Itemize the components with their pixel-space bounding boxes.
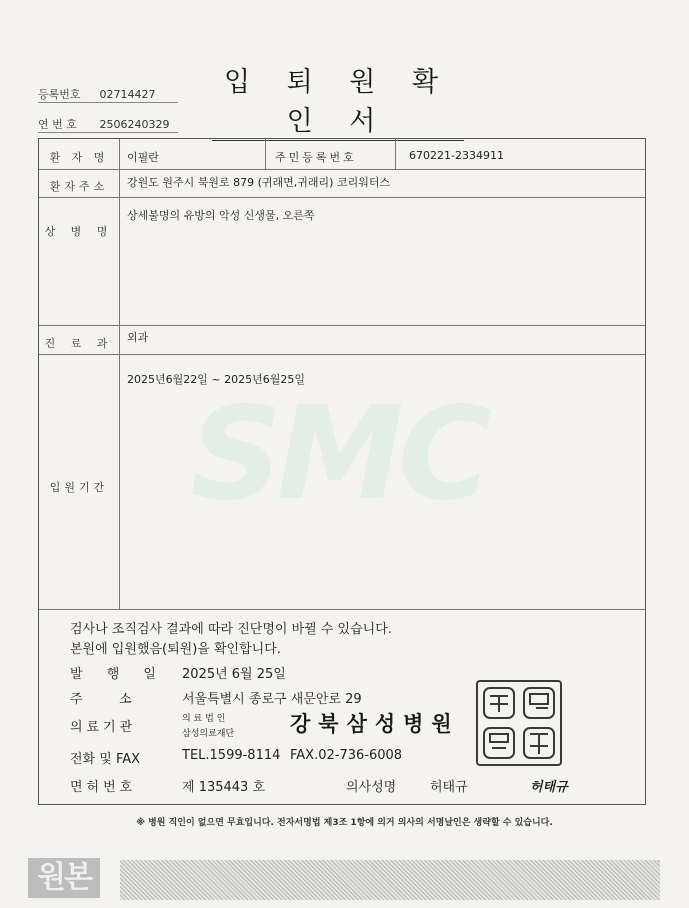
doctor-name-label: 의사성명	[346, 780, 397, 795]
document-title: 입 퇴 원 확 인 서	[212, 60, 464, 141]
registration-number-label: 등록번호	[38, 88, 81, 101]
hospital-seal-stamp	[476, 680, 562, 766]
doctor-signature: 허태규	[530, 780, 568, 795]
notice-line-1: 검사나 조직검사 결과에 따라 진단명이 바뀔 수 있습니다.	[70, 622, 392, 637]
patient-name: 이필란	[127, 151, 159, 164]
footer-notice: ※ 병원 직인이 없으면 무효입니다. 전자서명법 제3조 1항에 의거 의사의 서명날인은 생략할 수 있습니다.	[136, 818, 553, 828]
license-number: 제 135443 호	[182, 780, 266, 795]
registration-number-value: 02714427	[99, 88, 156, 101]
hospital-address: 서울특별시 종로구 새문안로 29	[182, 692, 362, 707]
seal-pattern-icon	[478, 682, 560, 764]
original-stamp: 원본	[28, 858, 100, 898]
admission-period-label: 입원기간	[49, 481, 109, 494]
row-divider	[39, 354, 645, 355]
diagnosis-label: 상 병 명	[44, 225, 114, 238]
hospital-address-label: 주 소	[70, 692, 136, 707]
hospital-name: 강북삼성병원	[290, 711, 460, 736]
corporation-type: 의 료 법 인	[182, 714, 226, 724]
registration-number	[38, 86, 156, 102]
resident-id: 670221-2334911	[409, 149, 504, 162]
row-divider	[39, 325, 645, 326]
serial-number	[38, 116, 170, 132]
patient-address-label: 환자주소	[49, 180, 109, 193]
patient-address: 강원도 원주시 북원로 879 (귀래면,귀래리) 코리워터스	[127, 176, 391, 189]
column-divider	[119, 139, 120, 609]
department-label: 진 료 과	[44, 337, 114, 350]
row-divider	[39, 197, 645, 198]
notice-line-2: 본원에 입원했음(퇴원)을 확인합니다.	[70, 642, 281, 657]
issue-date: 2025년 6월 25일	[182, 667, 286, 682]
foundation-name: 삼성의료재단	[182, 729, 235, 739]
row-divider	[39, 609, 645, 610]
issue-date-label: 발 행 일	[70, 667, 166, 682]
serial-number-label: 연 번 호	[38, 118, 77, 131]
security-pattern	[120, 860, 660, 900]
patient-name-label: 환 자 명	[49, 151, 109, 164]
diagnosis: 상세불명의 유방의 악성 신생물, 오른쪽	[127, 209, 315, 222]
smc-watermark-logo: SMC	[190, 380, 486, 529]
department: 외과	[127, 331, 149, 344]
institution-label: 의료기관	[70, 720, 137, 735]
admission-period: 2025년6월22일 ~ 2025년6월25일	[127, 373, 305, 386]
contact-label: 전화 및 FAX	[70, 752, 141, 767]
hospital-phone: TEL.1599-8114	[182, 748, 281, 763]
column-divider	[395, 139, 396, 169]
license-number-label: 면허번호	[70, 780, 137, 795]
serial-number-value: 2506240329	[99, 118, 170, 131]
column-divider	[265, 139, 266, 169]
resident-id-label: 주민등록번호	[275, 151, 357, 164]
doctor-name: 허태규	[430, 780, 468, 795]
row-divider	[39, 169, 645, 170]
hospital-fax: FAX.02-736-6008	[290, 748, 403, 763]
